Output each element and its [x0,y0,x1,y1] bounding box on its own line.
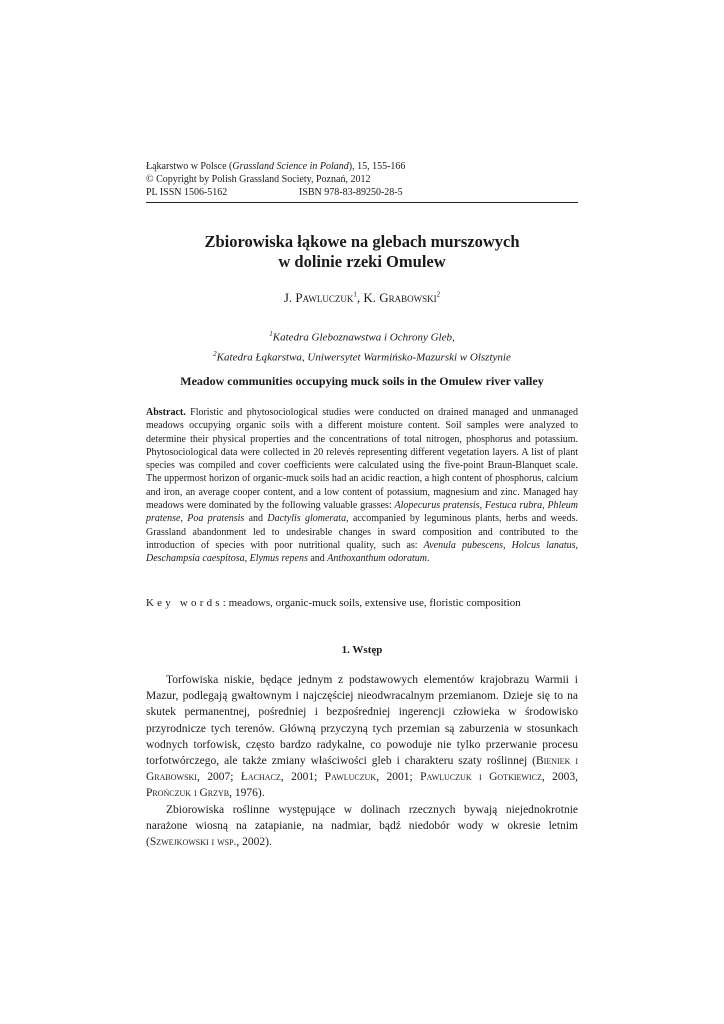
english-title: Meadow communities occupying muck soils in the Omulew river valley [180,374,544,388]
abstract-sep: , [244,553,250,565]
paragraph-2-citation: Szwejkowski i wsp. [149,836,237,849]
abstract-sep: and [244,513,268,525]
author-2-sup: 2 [436,290,441,299]
header-rule [146,202,578,203]
author-separator: , [356,290,364,305]
affiliation-2-sup: 2 [213,349,217,358]
keywords-label: Key words [146,597,223,609]
paper-title [146,232,578,272]
species-name: Festuca rubra [484,500,543,512]
journal-name: Łąkarstwo w Polsce ( [146,161,233,172]
abstract-end: . [427,553,430,565]
title-line-1: Zbiorowiska łąkowe na glebach murszowych [204,232,520,251]
species-name: Dactylis glomerata [267,513,347,525]
section-heading: 1. Wstęp [341,644,383,656]
body-text [146,672,578,850]
author-1-sup: 1 [353,290,357,299]
species-name: Alopecurus pratensis [394,500,480,512]
species-name: Anthoxanthum odoratum [327,553,428,565]
keywords-text: meadows, organic-muck soils, extensive use, floristic composition [228,597,521,609]
species-name: Avenula pubescens [423,539,504,551]
paragraph-2-text: Zbiorowiska roślinne występujące w dolinach rzecznych bywają niejednokrotnie narażone wiosną na zatapianie, na nadmiar, bądź niedobór wody w okresie letnim ( [146,803,578,849]
affiliation-2-text: Katedra Łąkarstwa, Uniwersytet Warmińsko-Mazurski w Olsztynie [216,351,511,364]
abstract-sep: , [180,513,188,525]
abstract-sep: and [307,553,328,565]
title-line-2: w dolinie rzeki Omulew [278,252,446,271]
affiliations [146,326,578,365]
keywords [146,597,578,609]
paragraph-1-citations: Bieniek i Grabowski, 2007; Łachacz, 2001; Pawluczuk, 2001; Pawluczuk i Gotkiewicz, 2003, Prończuk i Grzyb, 1976 [146,755,579,800]
species-name: Deschampsia caespitosa [146,553,245,565]
abstract-label: Abstract. [146,407,186,418]
journal-citation [146,160,578,173]
abstract-sep: , [542,500,548,512]
abstract [146,406,578,566]
abstract-text-2: , accompanied by leguminous plants, herbs and weeds. Grassland abandonment led to undesirable changes in sward composition and contributed to the introduction of species with poor nutritional quality, such as: [146,513,579,551]
species-name: Phleum pratense [146,500,578,525]
issn-isbn-line [146,186,578,199]
issn: PL ISSN 1506-5162 [146,187,228,198]
journal-volume: ), 15, 155-166 [348,161,406,172]
author-2-initial: K. [363,290,380,305]
paragraph-2 [146,802,578,851]
author-1-initial: J. [283,290,296,305]
species-name: Poa pratensis [187,513,245,525]
affiliation-2 [146,346,578,366]
species-name: Elymus repens [249,553,308,565]
paragraph-1 [146,672,578,802]
abstract-sep: , [575,539,579,551]
abstract-sep: , [503,539,512,551]
isbn: ISBN 978-83-89250-28-5 [299,187,403,198]
affiliation-1-text: Katedra Gleboznawstwa i Ochrony Gleb, [272,331,455,344]
paragraph-2-end: , 2002). [236,836,272,849]
paragraph-1-end: ). [257,787,265,800]
paragraph-1-text: Torfowiska niskie, będące jednym z podstawowych elementów krajobrazu Warmii i Mazur, podlegają gwałtownym i najczęściej nieodwracalnym przemianom. Dzieje się to na skutek permanentnej, pośredniej i bezpośredniej ingerencji człowieka w środowisko przyrodnicze tych terenów. Główną przyczyną tych przemian są zaburzenia w stosunkach wodnych torfowisk, często bardzo radykalne, co powoduje nie tylko przerwanie procesu torfotwórczego, ale także zmiany właściwości gleb i charakteru szaty roślinnej ( [146,674,578,768]
species-name: Holcus lanatus [511,539,576,551]
abstract-sep: , [479,500,485,512]
abstract-text-1: Floristic and phytosociological studies were conducted on drained managed and unmanaged meadows occupying organic soils with a different moisture content. Soil samples were analyzed to determine their physical properties and the concentrations of total nitrogen, phosphorus and potassium. Phytosociological data were collected in 20 relevés representing different vegetation layers. A list of plant species was compiled and cover coefficients were calculated using the five-point Braun-Blanquet scale. The uppermost horizon of organic-muck soils had an acidic reaction, a high content of phosphorus, calcium and iron, an average cooper content, and a low content of potassium, magnesium and zinc. Managed hay meadows were dominated by the following valuable grasses: [146,407,578,512]
affiliation-1 [146,326,578,346]
keywords-colon: : [222,597,229,609]
author-1-name: Pawluczuk [295,290,354,305]
authors [146,290,578,306]
journal-header [146,160,578,203]
author-2-name: Grabowski [379,290,437,305]
copyright-line: © Copyright by Polish Grassland Society, Poznań, 2012 [146,174,371,185]
journal-english-name: Grassland Science in Poland [232,161,349,172]
affiliation-1-sup: 1 [269,330,273,338]
